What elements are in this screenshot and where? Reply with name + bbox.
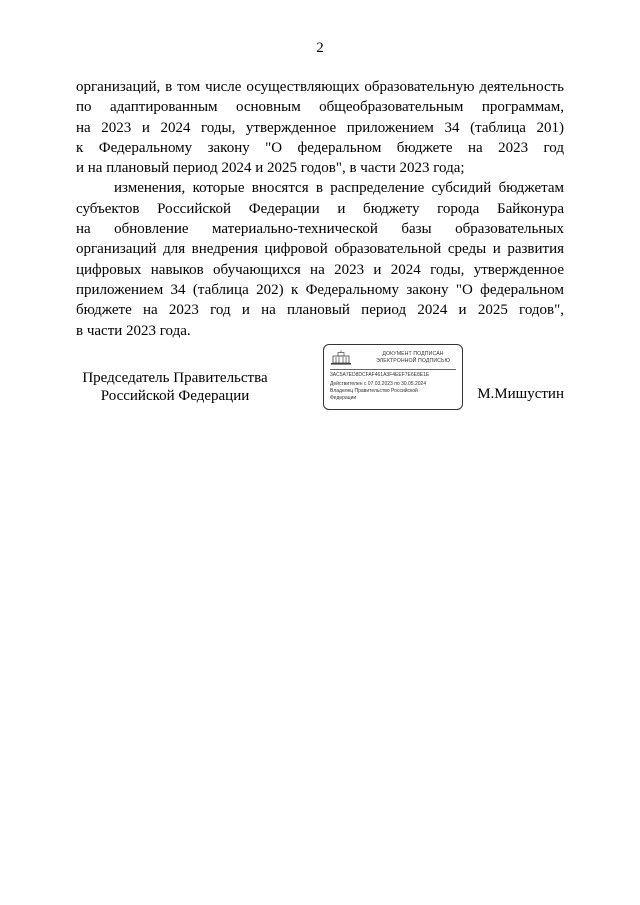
text-line: к Федеральному закону "О федеральном бюджете на 2023 год bbox=[76, 139, 564, 156]
stamp-divider bbox=[330, 369, 456, 370]
signer-name: М.Мишустин bbox=[477, 386, 564, 402]
document-body bbox=[76, 77, 564, 341]
text-line: цифровых навыков обучающихся на 2023 и 2024 годы, утвержденное bbox=[76, 261, 564, 278]
paragraph-1 bbox=[76, 77, 564, 178]
text-line: на обновление материально-технической базы образовательных bbox=[76, 221, 564, 238]
stamp-heading-line: ДОКУМЕНТ ПОДПИСАН bbox=[382, 351, 444, 357]
signer-title-line: Российской Федерации bbox=[100, 388, 250, 404]
text-line: организаций для внедрения цифровой образовательной среды и развития bbox=[76, 241, 564, 258]
paragraph-2 bbox=[76, 178, 564, 340]
stamp-heading-line: ЭЛЕКТРОННОЙ ПОДПИСЬЮ bbox=[376, 357, 450, 364]
text-line: организаций, в том числе осуществляющих образовательную деятельность bbox=[76, 79, 564, 95]
text-line: бюджете на 2023 год и на плановый период 2024 и 2025 годов", bbox=[76, 302, 564, 319]
text-line: изменения, которые вносятся в распределение субсидий бюджетам bbox=[114, 180, 564, 197]
page-number: 2 bbox=[316, 40, 324, 56]
text-line: приложением 34 (таблица 202) к Федеральному закону "О федеральном bbox=[76, 281, 564, 298]
stamp-certificate: 3AC5A7ED8DCFAF461A3F4EEF7E6E8E1E bbox=[330, 372, 430, 378]
signer-title bbox=[70, 369, 280, 405]
text-line: на 2023 и 2024 годы, утвержденное приложением 34 (таблица 201) bbox=[76, 119, 564, 136]
signer-title-line: Председатель Правительства bbox=[82, 370, 268, 386]
stamp-validity: Действителен с 07.03.2023 по 30.05.2024 bbox=[330, 381, 427, 387]
text-line: и на плановый период 2024 и 2025 годов", в части 2023 года; bbox=[76, 160, 465, 177]
electronic-signature-stamp bbox=[323, 344, 463, 410]
text-line: в части 2023 года. bbox=[76, 322, 191, 339]
stamp-heading bbox=[366, 351, 460, 364]
text-line: субъектов Российской Федерации и бюджету города Байконура bbox=[76, 200, 564, 217]
government-building-icon bbox=[330, 350, 352, 366]
stamp-owner: Владелец Правительство Российской bbox=[330, 388, 418, 394]
stamp-owner: Федерации bbox=[330, 395, 357, 401]
text-line: по адаптированным основным общеобразовательным программам, bbox=[76, 99, 564, 116]
